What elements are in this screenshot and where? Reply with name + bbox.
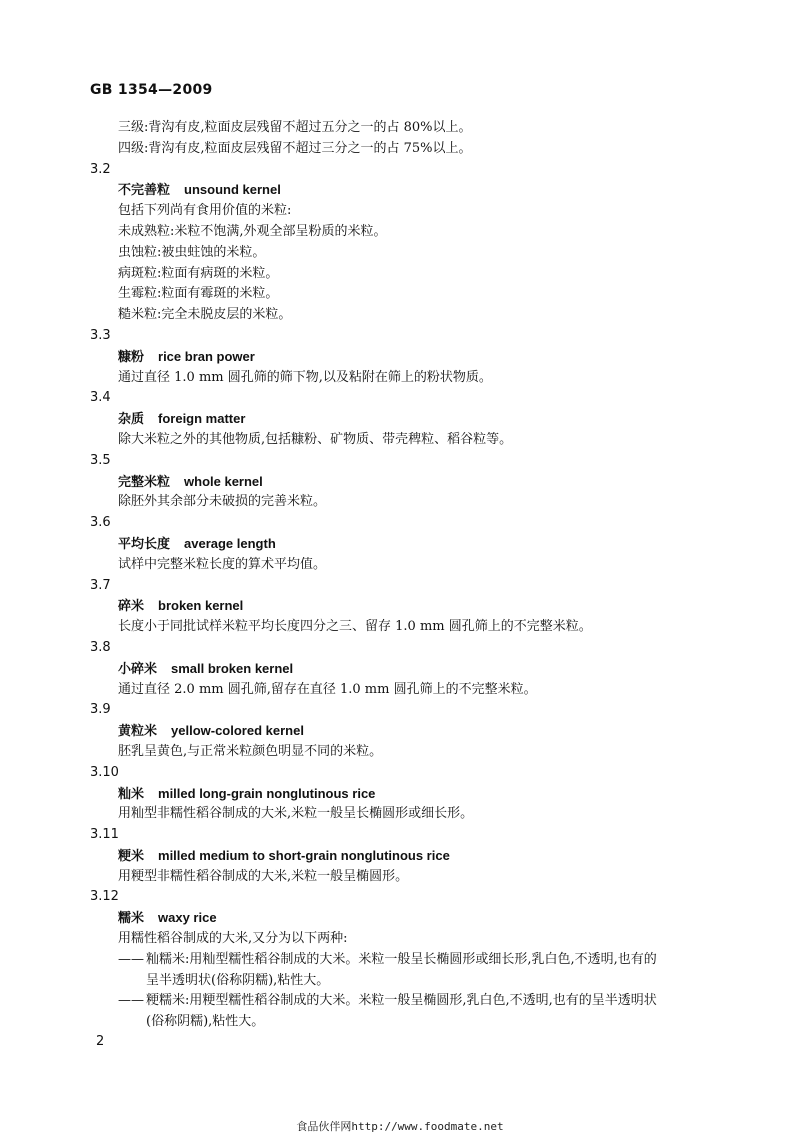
section-number: 3.7 — [90, 577, 111, 593]
term-heading — [90, 721, 730, 742]
term-english: milled long-grain nonglutinous rice — [158, 785, 376, 801]
term-english: whole kernel — [184, 473, 263, 489]
definition-line: 包括下列尚有食用价值的米粒: — [118, 203, 292, 219]
term-chinese: 杂质 — [118, 412, 145, 428]
term-english: yellow-colored kernel — [171, 723, 304, 739]
document-body — [90, 118, 730, 1033]
section-number: 3.6 — [90, 515, 111, 531]
dash-list-item — [90, 991, 730, 1012]
definition-line: 试样中完整米粒长度的算术平均值。 — [118, 556, 327, 572]
definition-line: 病斑粒:粒面有病斑的米粒。 — [118, 265, 279, 281]
dash-item-text: 粳糯米:用粳型糯性稻谷制成的大米。米粒一般呈椭圆形,乳白色,不透明,也有的呈半透明状 — [146, 993, 657, 1009]
term-heading — [90, 409, 730, 430]
term-english: waxy rice — [158, 910, 217, 926]
term-heading — [90, 784, 730, 805]
section-number: 3.10 — [90, 764, 119, 780]
term-english: milled medium to short-grain nonglutinous rice — [158, 847, 450, 863]
definition-line: 通过直径 1.0 mm 圆孔筛的筛下物,以及粘附在筛上的粉状物质。 — [118, 369, 492, 385]
term-english: average length — [184, 535, 276, 551]
section-number: 3.3 — [90, 327, 111, 343]
term-chinese: 黄粒米 — [118, 724, 158, 740]
term-english: rice bran power — [158, 348, 255, 364]
dash-item-continuation: (俗称阴糯),粘性大。 — [146, 1014, 265, 1030]
term-chinese: 平均长度 — [118, 536, 171, 552]
definition-line: 胚乳呈黄色,与正常米粒颜色明显不同的米粒。 — [118, 743, 383, 759]
watermark-footer: 食品伙伴网http://www.foodmate.net — [296, 1120, 504, 1133]
paragraph-line: 四级:背沟有皮,粒面皮层残留不超过三分之一的占 75%以上。 — [118, 140, 472, 156]
definition-line: 除胚外其余部分未破损的完善米粒。 — [118, 494, 327, 510]
dash-item-text: 籼糯米:用籼型糯性稻谷制成的大米。米粒一般呈长椭圆形或细长形,乳白色,不透明,也有的 — [146, 951, 657, 967]
section-number: 3.12 — [90, 889, 119, 905]
definition-line: 除大米粒之外的其他物质,包括糠粉、矿物质、带壳稗粒、稻谷粒等。 — [118, 431, 513, 447]
section-number: 3.8 — [90, 639, 111, 655]
term-chinese: 糯米 — [118, 911, 145, 927]
term-heading — [90, 180, 730, 201]
term-english: foreign matter — [158, 411, 246, 427]
term-chinese: 粳米 — [118, 848, 145, 864]
term-english: unsound kernel — [184, 182, 281, 198]
term-chinese: 碎米 — [118, 599, 145, 615]
definition-line: 糙米粒:完全未脱皮层的米粒。 — [118, 307, 292, 323]
paragraph-line: 三级:背沟有皮,粒面皮层残留不超过五分之一的占 80%以上。 — [118, 120, 472, 135]
term-heading — [90, 846, 730, 867]
dash-marker: —— — [118, 951, 144, 967]
term-chinese: 籼米 — [118, 786, 145, 802]
term-chinese: 不完善粒 — [118, 183, 171, 199]
dash-item-continuation: 呈半透明状(俗称阴糯),粘性大。 — [146, 972, 330, 988]
term-chinese: 完整米粒 — [118, 474, 171, 490]
definition-line: 未成熟粒:米粒不饱满,外观全部呈粉质的米粒。 — [118, 223, 387, 239]
section-number: 3.9 — [90, 702, 111, 718]
term-heading — [90, 472, 730, 493]
term-heading — [90, 347, 730, 368]
dash-marker: —— — [118, 993, 144, 1009]
section-number: 3.5 — [90, 452, 111, 468]
section-number: 3.4 — [90, 390, 111, 406]
definition-line: 长度小于同批试样米粒平均长度四分之三、留存 1.0 mm 圆孔筛上的不完整米粒。 — [118, 619, 592, 635]
definition-line: 虫蚀粒:被虫蛀蚀的米粒。 — [118, 244, 266, 260]
term-chinese: 糠粉 — [118, 349, 145, 365]
term-heading — [90, 659, 730, 680]
definition-line: 通过直径 2.0 mm 圆孔筛,留存在直径 1.0 mm 圆孔筛上的不完整米粒。 — [118, 681, 537, 697]
term-heading — [90, 534, 730, 555]
page-number: 2 — [96, 1034, 105, 1049]
term-english: broken kernel — [158, 598, 244, 614]
term-english: small broken kernel — [171, 660, 294, 676]
term-heading — [90, 596, 730, 617]
term-heading — [90, 908, 730, 929]
section-number: 3.2 — [90, 161, 111, 177]
term-chinese: 小碎米 — [118, 661, 158, 677]
definition-line: 用糯性稻谷制成的大米,又分为以下两种: — [118, 931, 348, 947]
definition-line: 生霉粒:粒面有霉斑的米粒。 — [118, 286, 279, 302]
definition-line: 用籼型非糯性稻谷制成的大米,米粒一般呈长椭圆形或细长形。 — [118, 806, 474, 822]
section-number: 3.11 — [90, 827, 119, 843]
standard-header: GB 1354—2009 — [90, 82, 213, 98]
definition-line: 用粳型非糯性稻谷制成的大米,米粒一般呈椭圆形。 — [118, 868, 409, 884]
dash-list-item — [90, 950, 730, 971]
